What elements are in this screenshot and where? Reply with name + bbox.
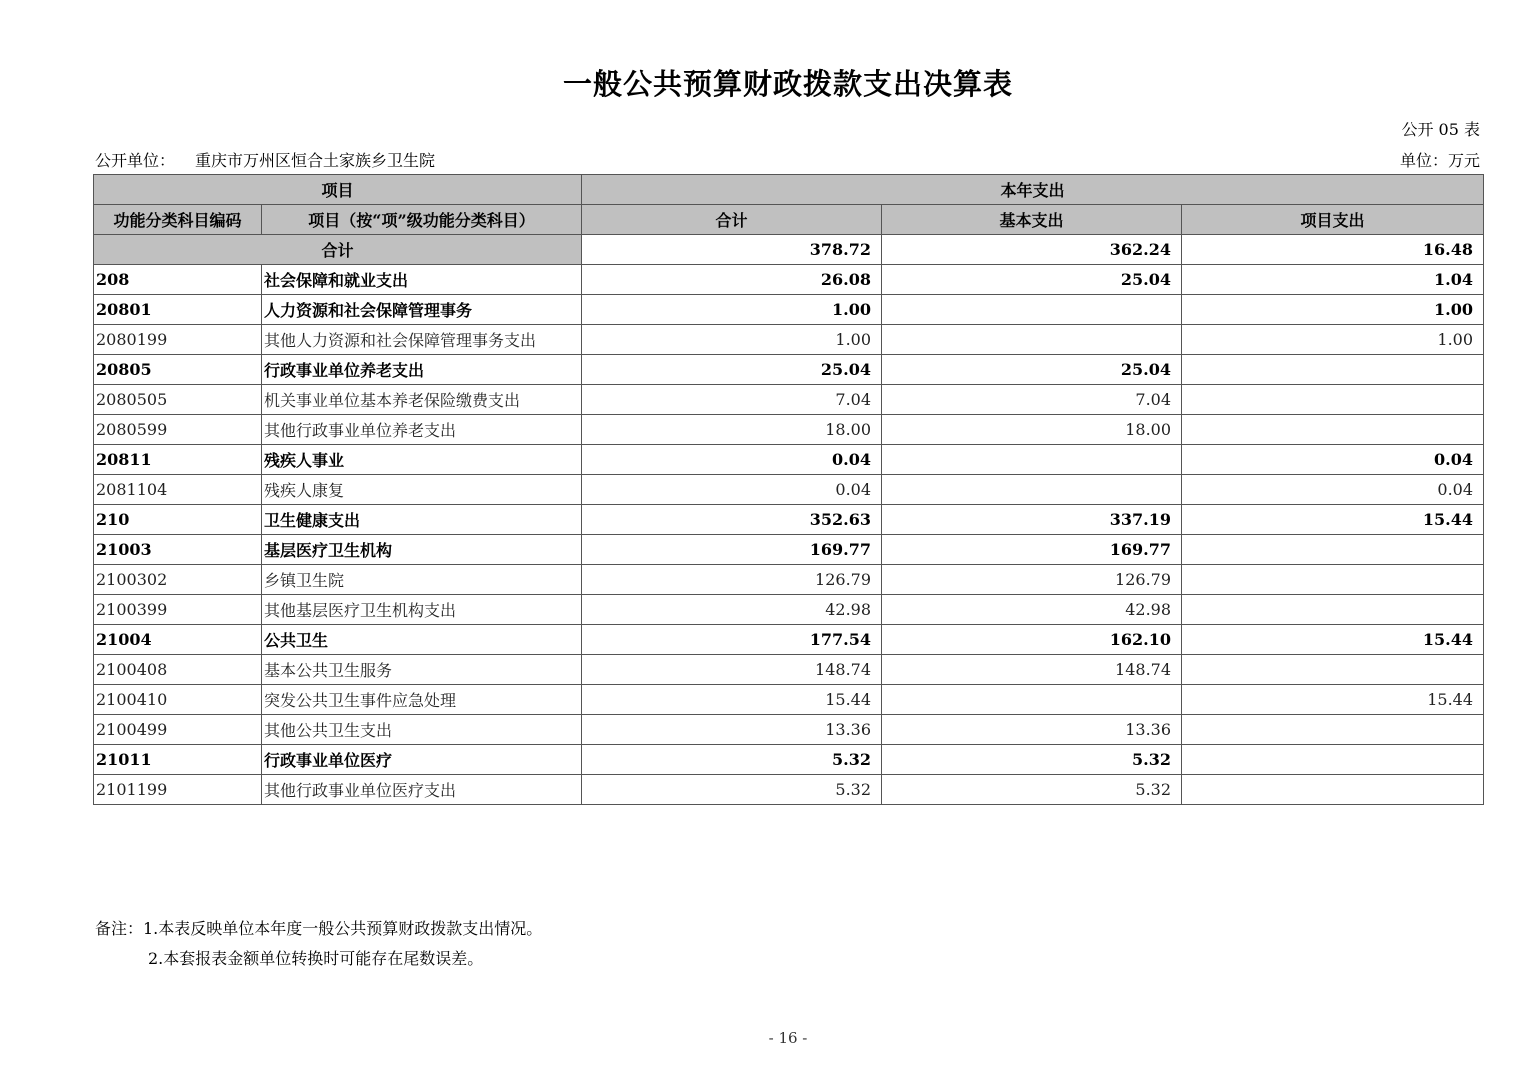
table-row bbox=[94, 475, 1484, 505]
currency-unit: 单位：万元 bbox=[1399, 151, 1480, 170]
header-current-year: 本年支出 bbox=[582, 175, 1484, 205]
row-code: 20801 bbox=[94, 295, 262, 325]
page-number: - 16 - bbox=[768, 1029, 808, 1047]
header-row-sub bbox=[94, 205, 1484, 235]
row-project bbox=[1182, 385, 1484, 415]
row-basic: 169.77 bbox=[882, 535, 1182, 565]
row-name: 基层医疗卫生机构 bbox=[262, 535, 582, 565]
row-basic bbox=[882, 445, 1182, 475]
table-row bbox=[94, 355, 1484, 385]
row-name: 乡镇卫生院 bbox=[262, 565, 582, 595]
row-project: 15.44 bbox=[1182, 685, 1484, 715]
row-name: 突发公共卫生事件应急处理 bbox=[262, 685, 582, 715]
row-project bbox=[1182, 565, 1484, 595]
table-row bbox=[94, 325, 1484, 355]
row-code: 21004 bbox=[94, 625, 262, 655]
note-1: 备注：1.本表反映单位本年度一般公共预算财政拨款支出情况。 bbox=[95, 919, 543, 938]
row-code: 2100410 bbox=[94, 685, 262, 715]
row-name: 公共卫生 bbox=[262, 625, 582, 655]
row-code: 2080505 bbox=[94, 385, 262, 415]
header-item-name: 项目（按“项”级功能分类科目） bbox=[262, 205, 582, 235]
row-basic: 162.10 bbox=[882, 625, 1182, 655]
row-total: 1.00 bbox=[582, 325, 882, 355]
row-total: 5.32 bbox=[582, 775, 882, 805]
row-basic: 13.36 bbox=[882, 715, 1182, 745]
total-amount: 378.72 bbox=[582, 235, 882, 265]
table-row bbox=[94, 685, 1484, 715]
row-code: 2080599 bbox=[94, 415, 262, 445]
header-basic: 基本支出 bbox=[882, 205, 1182, 235]
row-basic bbox=[882, 685, 1182, 715]
row-name: 残疾人康复 bbox=[262, 475, 582, 505]
row-basic: 5.32 bbox=[882, 775, 1182, 805]
row-project: 1.00 bbox=[1182, 295, 1484, 325]
row-code: 208 bbox=[94, 265, 262, 295]
row-total: 126.79 bbox=[582, 565, 882, 595]
row-code: 21011 bbox=[94, 745, 262, 775]
header-code: 功能分类科目编码 bbox=[94, 205, 262, 235]
row-name: 其他基层医疗卫生机构支出 bbox=[262, 595, 582, 625]
row-total: 0.04 bbox=[582, 475, 882, 505]
row-name: 其他行政事业单位养老支出 bbox=[262, 415, 582, 445]
row-project bbox=[1182, 355, 1484, 385]
row-basic: 18.00 bbox=[882, 415, 1182, 445]
row-total: 177.54 bbox=[582, 625, 882, 655]
total-basic: 362.24 bbox=[882, 235, 1182, 265]
total-project: 16.48 bbox=[1182, 235, 1484, 265]
row-project: 1.04 bbox=[1182, 265, 1484, 295]
row-project: 15.44 bbox=[1182, 625, 1484, 655]
row-total: 148.74 bbox=[582, 655, 882, 685]
row-total: 42.98 bbox=[582, 595, 882, 625]
row-basic bbox=[882, 325, 1182, 355]
row-project bbox=[1182, 595, 1484, 625]
note-2: 2.本套报表金额单位转换时可能存在尾数误差。 bbox=[148, 949, 484, 968]
table-row bbox=[94, 295, 1484, 325]
form-number: 公开 05 表 bbox=[1401, 120, 1480, 139]
row-total: 7.04 bbox=[582, 385, 882, 415]
header-row-top bbox=[94, 175, 1484, 205]
total-row bbox=[94, 235, 1484, 265]
row-name: 机关事业单位基本养老保险缴费支出 bbox=[262, 385, 582, 415]
row-name: 其他行政事业单位医疗支出 bbox=[262, 775, 582, 805]
row-project bbox=[1182, 655, 1484, 685]
row-code: 20805 bbox=[94, 355, 262, 385]
table-row bbox=[94, 415, 1484, 445]
row-total: 169.77 bbox=[582, 535, 882, 565]
row-project: 0.04 bbox=[1182, 475, 1484, 505]
notes bbox=[95, 914, 542, 974]
row-basic bbox=[882, 295, 1182, 325]
row-name: 基本公共卫生服务 bbox=[262, 655, 582, 685]
row-total: 352.63 bbox=[582, 505, 882, 535]
row-code: 20811 bbox=[94, 445, 262, 475]
row-basic: 148.74 bbox=[882, 655, 1182, 685]
reporting-unit bbox=[95, 148, 435, 171]
row-basic: 25.04 bbox=[882, 355, 1182, 385]
row-name: 行政事业单位养老支出 bbox=[262, 355, 582, 385]
row-name: 社会保障和就业支出 bbox=[262, 265, 582, 295]
row-total: 5.32 bbox=[582, 745, 882, 775]
table-row bbox=[94, 565, 1484, 595]
row-code: 21003 bbox=[94, 535, 262, 565]
row-total: 18.00 bbox=[582, 415, 882, 445]
row-total: 15.44 bbox=[582, 685, 882, 715]
row-basic: 5.32 bbox=[882, 745, 1182, 775]
row-code: 2100399 bbox=[94, 595, 262, 625]
row-total: 13.36 bbox=[582, 715, 882, 745]
row-total: 25.04 bbox=[582, 355, 882, 385]
row-project bbox=[1182, 715, 1484, 745]
row-project bbox=[1182, 775, 1484, 805]
row-name: 其他人力资源和社会保障管理事务支出 bbox=[262, 325, 582, 355]
row-code: 2081104 bbox=[94, 475, 262, 505]
row-total: 1.00 bbox=[582, 295, 882, 325]
row-basic: 7.04 bbox=[882, 385, 1182, 415]
row-project: 0.04 bbox=[1182, 445, 1484, 475]
row-code: 2100499 bbox=[94, 715, 262, 745]
expenditure-table bbox=[93, 174, 1484, 805]
row-code: 2101199 bbox=[94, 775, 262, 805]
row-name: 其他公共卫生支出 bbox=[262, 715, 582, 745]
row-name: 行政事业单位医疗 bbox=[262, 745, 582, 775]
unit-label: 公开单位： bbox=[95, 151, 176, 170]
table-row bbox=[94, 775, 1484, 805]
row-project bbox=[1182, 415, 1484, 445]
page-title: 一般公共预算财政拨款支出决算表 bbox=[562, 67, 1013, 101]
row-name: 卫生健康支出 bbox=[262, 505, 582, 535]
row-code: 210 bbox=[94, 505, 262, 535]
row-basic: 25.04 bbox=[882, 265, 1182, 295]
row-project bbox=[1182, 745, 1484, 775]
total-label: 合计 bbox=[94, 235, 582, 265]
row-name: 人力资源和社会保障管理事务 bbox=[262, 295, 582, 325]
row-total: 0.04 bbox=[582, 445, 882, 475]
unit-name: 重庆市万州区恒合土家族乡卫生院 bbox=[195, 151, 436, 170]
table-row bbox=[94, 595, 1484, 625]
header-total: 合计 bbox=[582, 205, 882, 235]
table-row bbox=[94, 385, 1484, 415]
table-row bbox=[94, 625, 1484, 655]
row-code: 2080199 bbox=[94, 325, 262, 355]
table-row bbox=[94, 715, 1484, 745]
row-project: 1.00 bbox=[1182, 325, 1484, 355]
table-row bbox=[94, 445, 1484, 475]
row-basic: 126.79 bbox=[882, 565, 1182, 595]
table-row bbox=[94, 655, 1484, 685]
header-project: 项目支出 bbox=[1182, 205, 1484, 235]
header-item: 项目 bbox=[94, 175, 582, 205]
row-total: 26.08 bbox=[582, 265, 882, 295]
row-name: 残疾人事业 bbox=[262, 445, 582, 475]
table-row bbox=[94, 505, 1484, 535]
row-basic: 337.19 bbox=[882, 505, 1182, 535]
row-code: 2100408 bbox=[94, 655, 262, 685]
table-row bbox=[94, 535, 1484, 565]
table-row bbox=[94, 265, 1484, 295]
unit-line bbox=[95, 148, 1480, 170]
row-code: 2100302 bbox=[94, 565, 262, 595]
row-project bbox=[1182, 535, 1484, 565]
row-project: 15.44 bbox=[1182, 505, 1484, 535]
table-row bbox=[94, 745, 1484, 775]
row-basic: 42.98 bbox=[882, 595, 1182, 625]
row-basic bbox=[882, 475, 1182, 505]
